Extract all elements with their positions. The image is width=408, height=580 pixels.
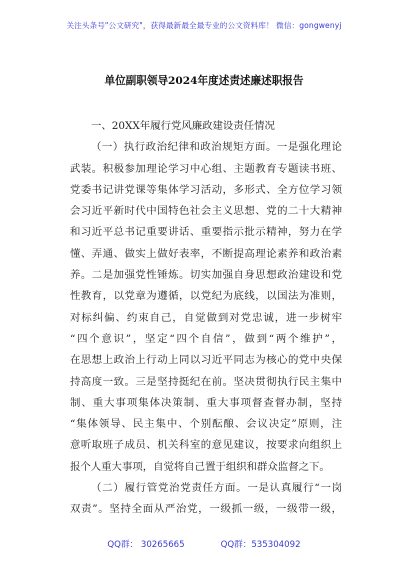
- body-line: 性教育，以党章为遵循，以党纪为底线，以国法为准则，: [70, 290, 342, 303]
- section-heading: 一、20XX年履行党风廉政建设责任情况: [91, 120, 275, 132]
- qq-group-1: QQ群： 30265665: [107, 540, 185, 550]
- section-subheading: （二）履行管党治党责任方面。一是认真履行“一岗: [91, 482, 342, 495]
- body-line: “四个意识”，坚定“四个自信”，做到“两个维护”，: [70, 332, 342, 345]
- body-line: 制、重大事项集体决策制、重大事项督查督办制，坚持: [70, 396, 342, 409]
- body-line: 持高度一致。三是坚持挺纪在前。坚决贯彻执行民主集中: [70, 375, 342, 388]
- body-line: 养。二是加强党性锤炼。切实加强自身思想政治建设和党: [70, 269, 342, 282]
- body-line: 报个人重大事项，自觉将自己置于组织和群众监督之下。: [70, 460, 330, 473]
- document-title: 单位副职领导2024年度述责述廉述职报告: [104, 75, 304, 87]
- body-line: 对标纠偏、约束自己，自觉做到对党忠诚，进一步树牢: [70, 311, 342, 324]
- body-line: 意听取班子成员、机关科室的意见建议，按要求向组织上: [70, 439, 342, 452]
- body-line: 和习近平总书记重要讲话、重要指示批示精神，努力在学: [70, 226, 342, 239]
- header-banner: 关注头条号"公文研究"，获得最新最全最专业的公文资料库！ 微信：gongwenyj: [66, 21, 342, 30]
- body-line: 在思想上政治上行动上同以习近平同志为核心的党中央保: [70, 354, 342, 367]
- body-line: 会习近平新时代中国特色社会主义思想、党的二十大精神: [70, 205, 342, 218]
- footer-qq-groups: [0, 538, 408, 550]
- body-line: “集体领导、民主集中、个别酝酿、会议决定”原则，注: [70, 418, 342, 431]
- body-line: 懂、弄通、做实上做好表率，不断提高理论素养和政治素: [70, 247, 342, 260]
- body-line: 武装。积极参加理论学习中心组、主题教育专题读书班、: [70, 162, 342, 175]
- body-line: （一）执行政治纪律和政治规矩方面。一是强化理论: [91, 141, 342, 154]
- qq-group-2: QQ群：535304092: [220, 540, 301, 550]
- body-line: 党委书记讲党课等集体学习活动，多形式、全方位学习领: [70, 183, 342, 196]
- document-body: [70, 116, 342, 521]
- body-line: 双责”。坚持全面从严治党，一级抓一级，一级带一级，: [70, 503, 342, 516]
